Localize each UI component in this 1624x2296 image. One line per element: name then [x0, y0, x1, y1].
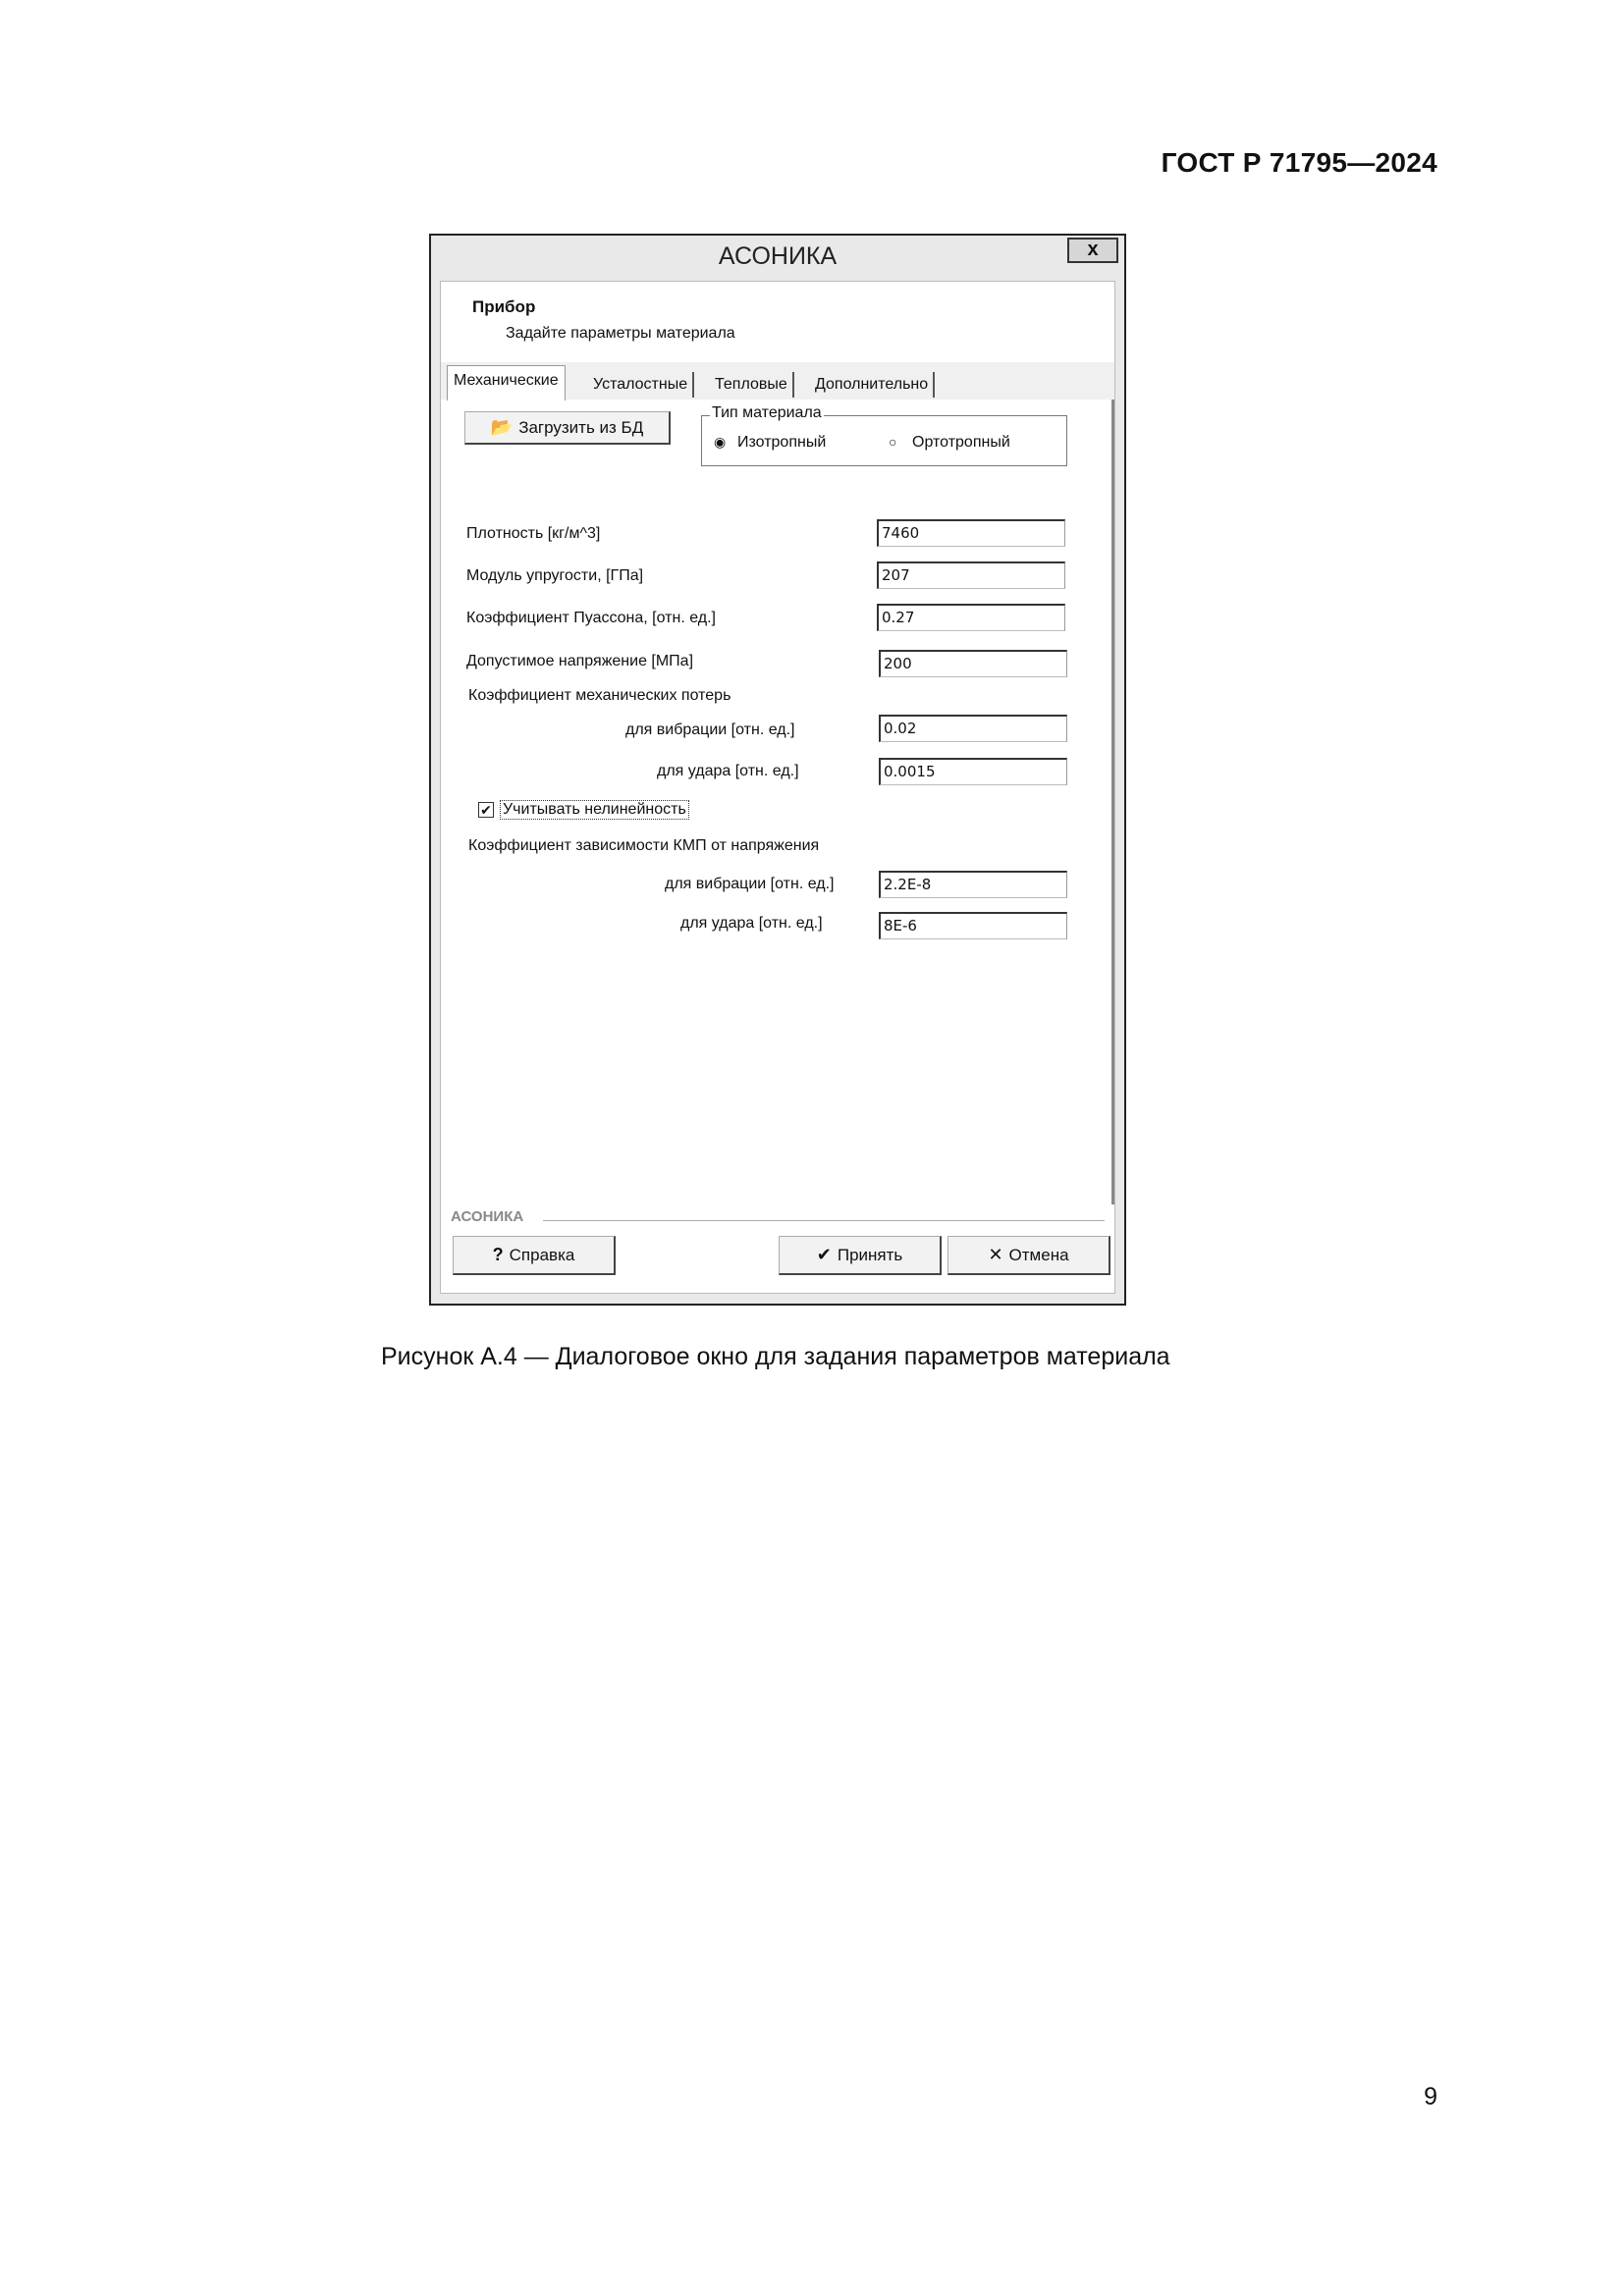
accept-button[interactable] [779, 1236, 942, 1275]
material-type-group [701, 404, 1067, 466]
tab-strip [441, 362, 1114, 400]
modulus-label: Модуль упругости, [ГПа] [466, 567, 644, 584]
radio-orthotropic[interactable] [889, 434, 1010, 452]
window-title: АСОНИКА [718, 242, 838, 270]
title-bar [431, 236, 1124, 271]
poisson-input[interactable]: 0.27 [877, 604, 1065, 631]
dialog-window [429, 234, 1126, 1306]
loss-impact-label: для удара [отн. ед.] [657, 763, 799, 779]
accept-label: Принять [837, 1246, 903, 1264]
radio-selected-icon: ◉ [714, 434, 727, 450]
footer-divider [543, 1220, 1105, 1221]
folder-open-icon: 📂 [490, 417, 514, 437]
figure-caption: Рисунок А.4 — Диалоговое окно для задания параметров материала [381, 1343, 1170, 1370]
loss-vibration-input[interactable]: 0.02 [879, 715, 1067, 742]
close-icon: ✕ [988, 1245, 1003, 1264]
material-type-legend: Тип материала [712, 404, 822, 421]
kmp-vibration-input[interactable]: 2.2E-8 [879, 871, 1067, 898]
cancel-button[interactable] [947, 1236, 1110, 1275]
radio-orthotropic-label: Ортотропный [912, 434, 1010, 451]
close-button[interactable]: x [1067, 238, 1118, 263]
tab-fatigue[interactable]: Усталостные [588, 372, 694, 398]
load-from-db-button[interactable] [464, 411, 671, 445]
loss-vibration-label: для вибрации [отн. ед.] [625, 721, 795, 738]
cancel-label: Отмена [1008, 1246, 1069, 1264]
footer-group-label: АСОНИКА [451, 1208, 524, 1225]
radio-unselected-icon: ○ [889, 434, 897, 450]
help-icon: ? [492, 1245, 504, 1264]
dialog-body [440, 281, 1115, 1294]
help-label: Справка [509, 1246, 575, 1264]
radio-isotropic-label: Изотропный [737, 434, 827, 451]
allowable-stress-label: Допустимое напряжение [МПа] [466, 653, 694, 669]
loss-impact-input[interactable]: 0.0015 [879, 758, 1067, 785]
tab-mechanical[interactable]: Механические [447, 365, 566, 400]
checkmark-icon: ✔ [816, 1245, 832, 1264]
document-header: ГОСТ Р 71795—2024 [1161, 147, 1437, 178]
radio-isotropic[interactable] [714, 434, 826, 452]
tab-additional[interactable]: Дополнительно [810, 372, 935, 398]
load-from-db-label: Загрузить из БД [518, 418, 644, 437]
nonlinearity-checkbox[interactable]: ✔ [478, 802, 494, 818]
page-number: 9 [1424, 2083, 1437, 2110]
poisson-label: Коэффициент Пуассона, [отн. ед.] [466, 610, 716, 626]
header-subtitle: Задайте параметры материала [506, 325, 735, 342]
kmp-vibration-label: для вибрации [отн. ед.] [665, 876, 835, 892]
kmp-coefficient-heading: Коэффициент зависимости КМП от напряжения [468, 837, 820, 854]
header-title: Прибор [472, 297, 536, 316]
allowable-stress-input[interactable]: 200 [879, 650, 1067, 677]
help-button[interactable] [453, 1236, 616, 1275]
density-input[interactable]: 7460 [877, 519, 1065, 547]
tab-thermal[interactable]: Тепловые [710, 372, 794, 398]
loss-coefficient-heading: Коэффициент механических потерь [468, 687, 731, 704]
kmp-impact-label: для удара [отн. ед.] [680, 915, 823, 932]
kmp-impact-input[interactable]: 8E-6 [879, 912, 1067, 939]
density-label: Плотность [кг/м^3] [466, 525, 601, 542]
modulus-input[interactable]: 207 [877, 561, 1065, 589]
nonlinearity-label[interactable]: Учитывать нелинейность [500, 800, 689, 820]
